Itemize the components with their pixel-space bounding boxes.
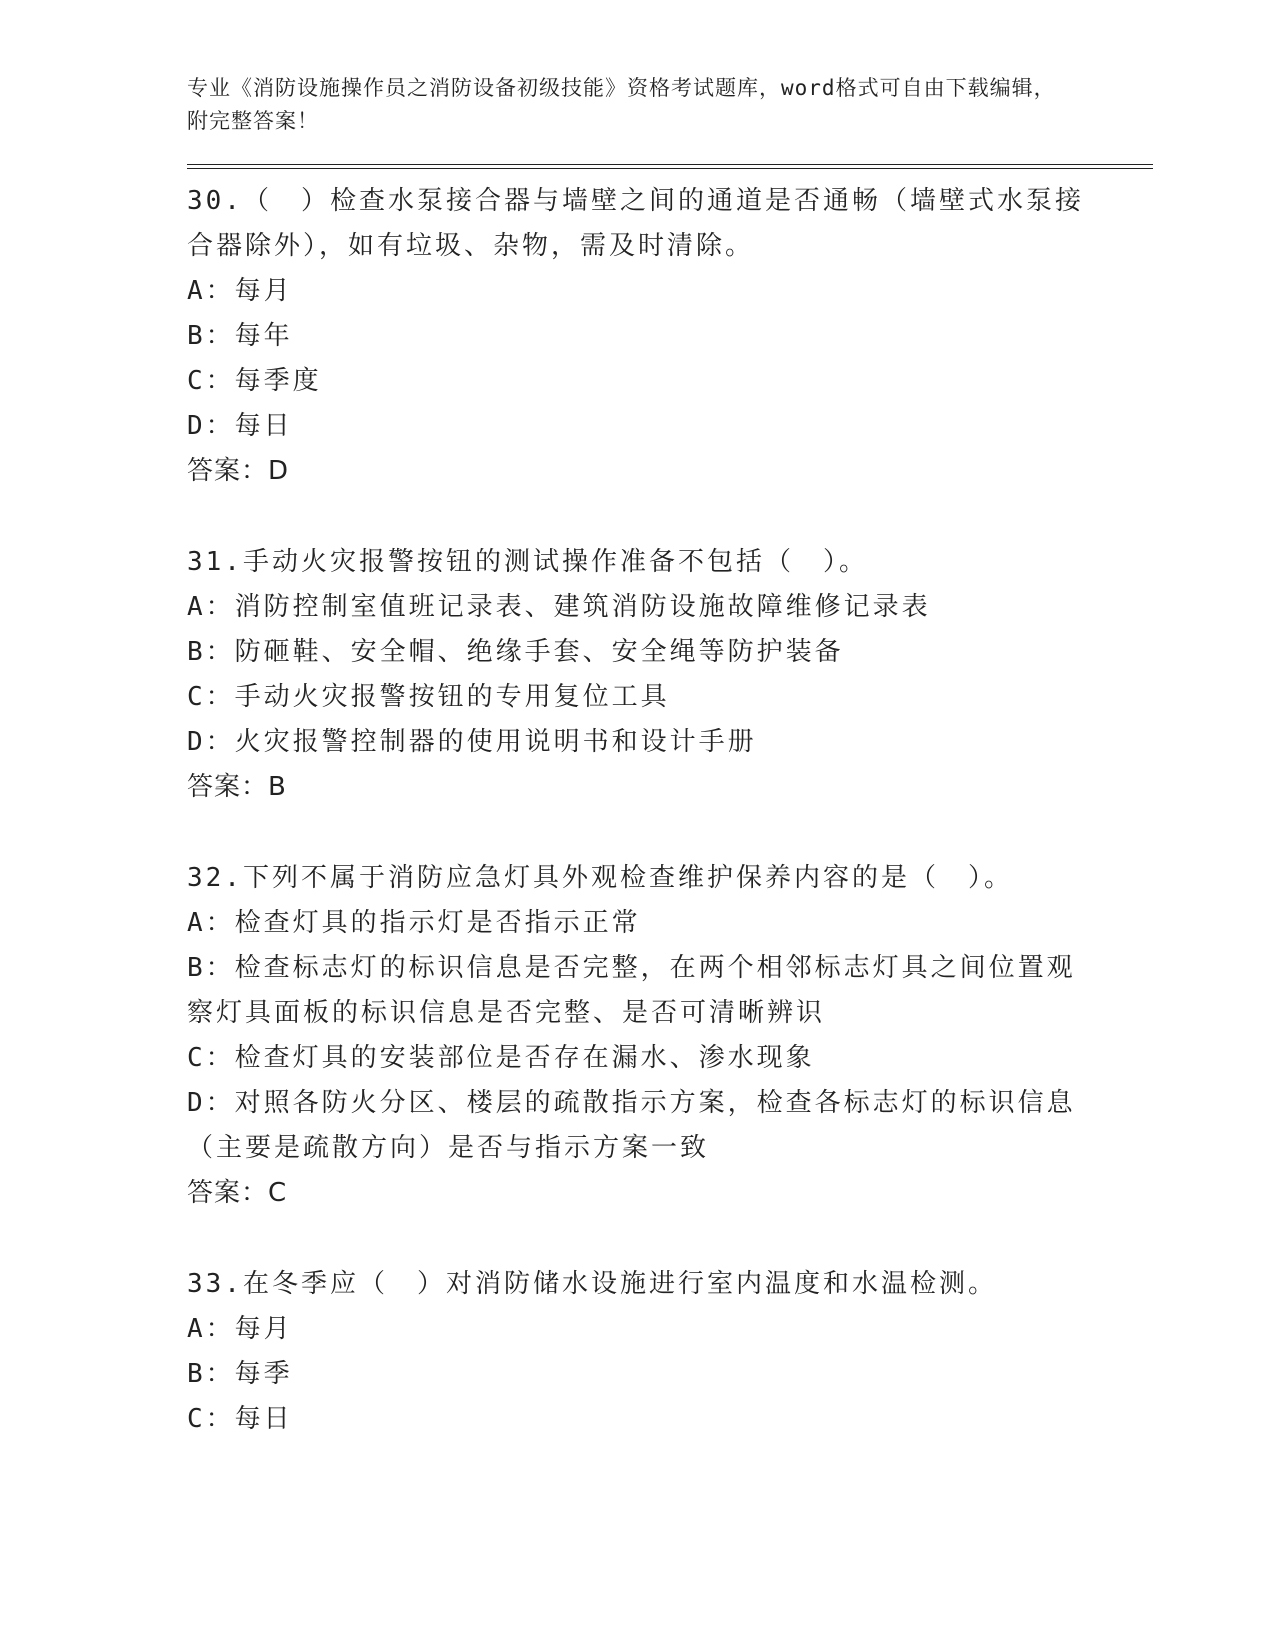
option-key: B： <box>187 321 235 351</box>
option-text: 每日 <box>234 1404 293 1434</box>
option-d <box>187 720 1087 765</box>
option-key: B： <box>187 637 235 667</box>
option-key: A： <box>187 276 235 306</box>
question-stem: 33.在冬季应（ ）对消防储水设施进行室内温度和水温检测。 <box>187 1269 997 1299</box>
option-text: 每月 <box>234 276 293 306</box>
option-text: 手动火灾报警按钮的专用复位工具 <box>234 682 670 712</box>
option-key: D： <box>187 727 235 757</box>
question-stem: 32.下列不属于消防应急灯具外观检查维护保养内容的是（ ）。 <box>187 863 1013 893</box>
option-key: C： <box>187 682 235 712</box>
answer-line <box>187 1171 1147 1216</box>
option-text: 防砸鞋、安全帽、绝缘手套、安全绳等防护装备 <box>234 637 844 667</box>
option-key: D： <box>187 1088 235 1118</box>
option-text: 消防控制室值班记录表、建筑消防设施故障维修记录表 <box>234 592 931 622</box>
answer-value: D <box>268 456 290 486</box>
question-33 <box>187 1262 1147 1442</box>
option-text: 对照各防火分区、楼层的疏散指示方案，检查各标志灯的标识信息（主要是疏散方向）是否与指示方案一致 <box>187 1088 1076 1163</box>
answer-label: 答案： <box>187 1178 269 1208</box>
option-text: 检查标志灯的标识信息是否完整，在两个相邻标志灯具之间位置观察灯具面板的标识信息是否完整、是否可清晰辨识 <box>187 953 1076 1028</box>
header-double-rule <box>187 164 1153 169</box>
option-text: 检查灯具的安装部位是否存在漏水、渗水现象 <box>234 1043 815 1073</box>
option-text: 检查灯具的指示灯是否指示正常 <box>234 908 641 938</box>
option-key: C： <box>187 366 235 396</box>
option-a <box>187 1307 1087 1352</box>
option-text: 每日 <box>234 411 293 441</box>
option-text: 每年 <box>234 321 293 351</box>
option-b <box>187 1352 1087 1397</box>
option-text: 火灾报警控制器的使用说明书和设计手册 <box>234 727 757 757</box>
answer-value: B <box>268 772 287 802</box>
option-key: A： <box>187 908 235 938</box>
answer-label: 答案： <box>187 456 269 486</box>
document-header: 专业《消防设施操作员之消防设备初级技能》资格考试题库，word格式可自由下载编辑，附完整答案！ <box>187 76 1056 133</box>
option-d <box>187 404 1087 449</box>
question-stem: 31.手动火灾报警按钮的测试操作准备不包括（ ）。 <box>187 547 868 577</box>
option-d <box>187 1081 1087 1171</box>
option-key: C： <box>187 1404 235 1434</box>
answer-value: C <box>268 1178 288 1208</box>
question-30 <box>187 179 1147 494</box>
answer-label: 答案： <box>187 772 269 802</box>
option-key: B： <box>187 1359 235 1389</box>
option-key: A： <box>187 1314 235 1344</box>
option-a <box>187 901 1087 946</box>
option-key: C： <box>187 1043 235 1073</box>
option-c <box>187 675 1087 720</box>
option-key: B： <box>187 953 235 983</box>
option-b <box>187 946 1087 1036</box>
option-text: 每季 <box>234 1359 293 1389</box>
document-page <box>187 72 1147 1442</box>
option-a <box>187 585 1087 630</box>
option-c <box>187 1397 1087 1442</box>
option-b <box>187 314 1087 359</box>
option-c <box>187 359 1087 404</box>
answer-line <box>187 765 1147 810</box>
question-stem: 30.（ ）检查水泵接合器与墙壁之间的通道是否通畅（墙壁式水泵接合器除外），如有垃圾、杂物，需及时清除。 <box>187 186 1084 261</box>
question-32 <box>187 856 1147 1216</box>
option-text: 每季度 <box>234 366 322 396</box>
option-key: D： <box>187 411 235 441</box>
question-31 <box>187 540 1147 810</box>
answer-line <box>187 449 1147 494</box>
option-a <box>187 269 1087 314</box>
option-c <box>187 1036 1087 1081</box>
option-b <box>187 630 1087 675</box>
option-key: A： <box>187 592 235 622</box>
option-text: 每月 <box>234 1314 293 1344</box>
